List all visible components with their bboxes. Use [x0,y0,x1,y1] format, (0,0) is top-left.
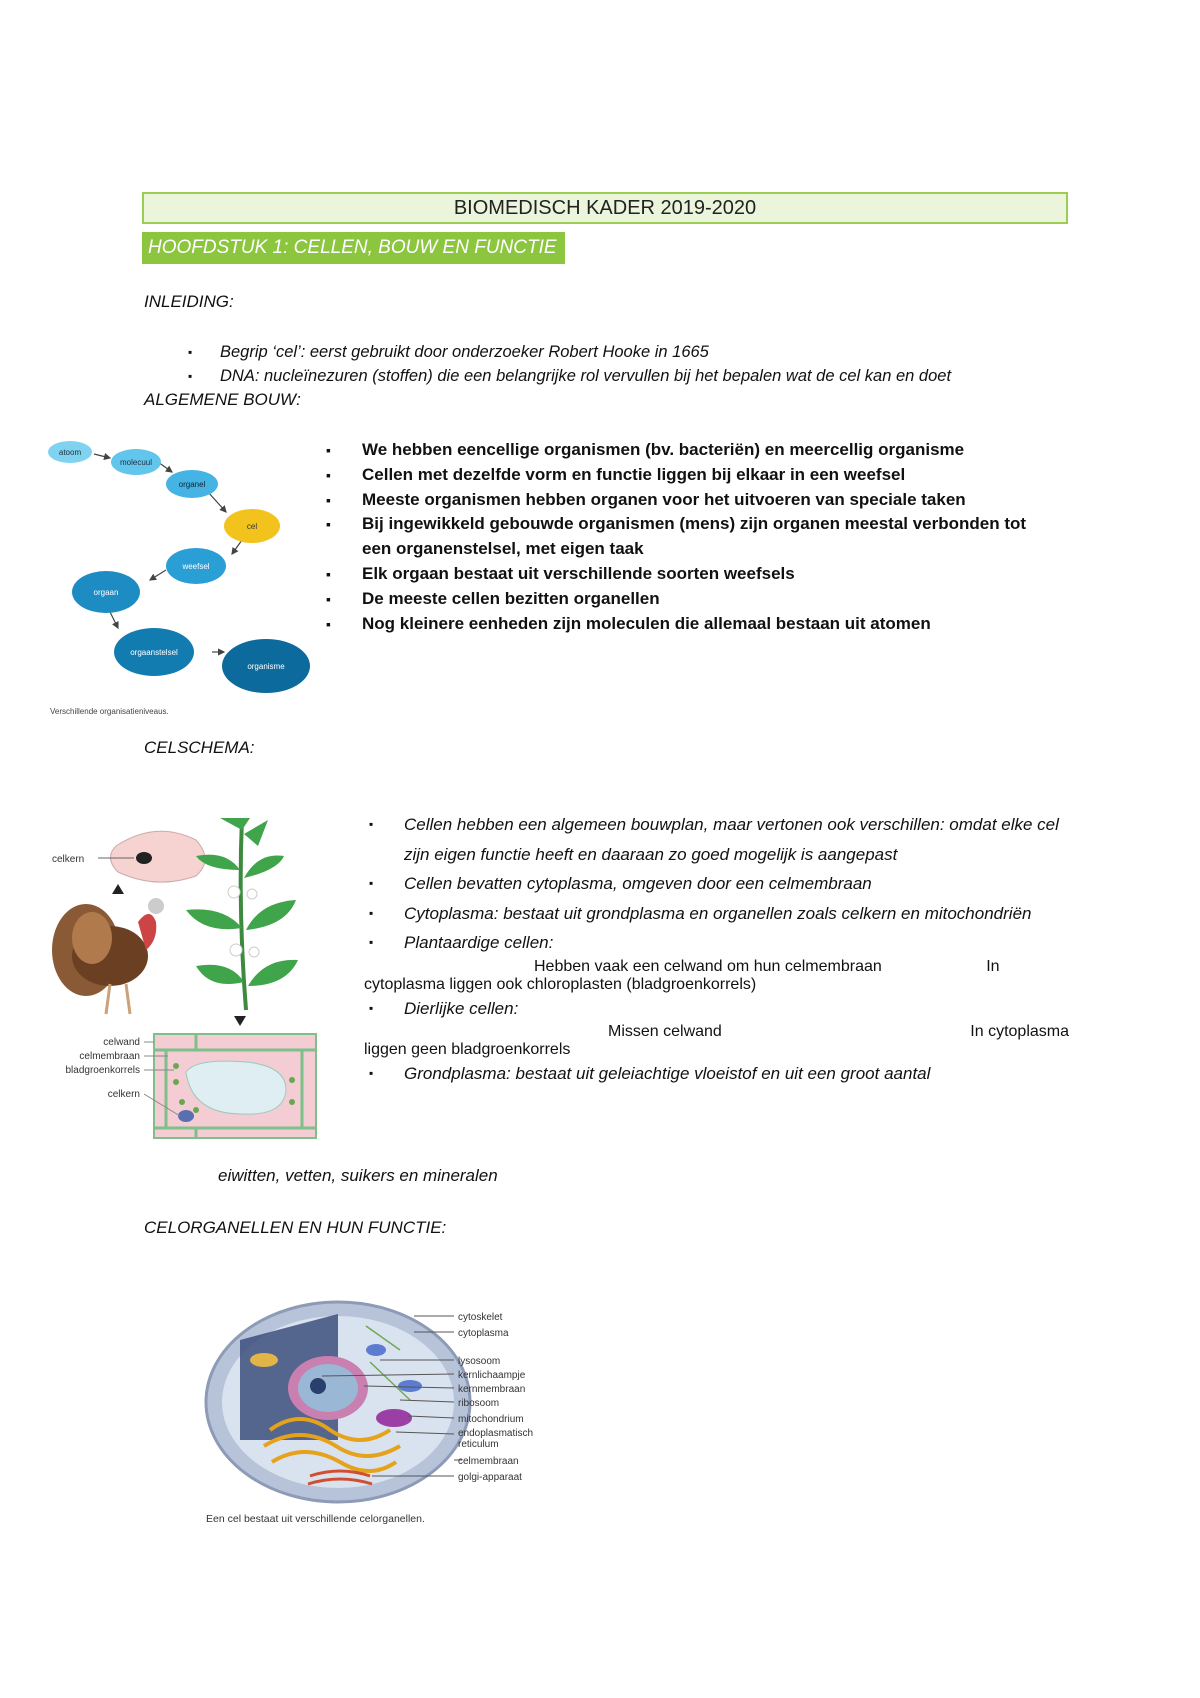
celschema-list-2 [364,994,1084,1024]
celschema-section [364,810,1084,1089]
cell-organelles-figure [200,1290,620,1530]
list-item: ▪ Cellen met dezelfde vorm en functie liggen bij elkaar in een weefsel [322,463,1052,488]
plant-sub-1: Hebben vaak een celwand om hun celmembraan [534,957,882,975]
lysosome [366,1344,386,1356]
diagram-label-molecuul: molecuul [119,458,153,467]
organelle-label-endoplasmatisch: endoplasmatisch [458,1428,534,1439]
plant-cell-grid [154,1034,316,1138]
dier-sub-2: In cytoplasma liggen geen bladgroenkorrels [364,1023,1069,1058]
lysosome-2 [398,1380,422,1392]
organelle-label-reticulum: reticulum [458,1439,499,1450]
list-item: ▪ DNA: nucleïnezuren (stoffen) die een belangrijke rol vervullen bij het bepalen wat de cel kan en doet [144,364,1124,388]
inleiding-heading: INLEIDING: [144,292,234,311]
list-item: ▪ Elk orgaan bestaat uit verschillende soorten weefsels [322,562,1052,587]
list-item: ▪ Meeste organismen hebben organen voor het uitvoeren van speciale taken [322,488,1052,513]
algemene-bouw-list [322,438,1052,636]
figure-label-celmembraan: celmembraan [79,1051,140,1062]
mitochondrion-2 [250,1353,278,1367]
celschema-list-3 [364,1059,1084,1089]
list-item: ▪ Dierlijke cellen: [364,994,1084,1024]
figure-caption: Een cel bestaat uit verschillende celorganellen. [206,1513,425,1525]
diagram-label-orgaan: orgaan [93,588,119,597]
list-item: ▪ Plantaardige cellen: [364,928,1084,958]
figure-label-bladgroenkorrels: bladgroenkorrels [65,1065,140,1076]
document-title: BIOMEDISCH KADER 2019-2020 [142,192,1068,224]
organelle-label-cytoskelet: cytoskelet [458,1312,503,1323]
inleiding-list [144,340,1124,388]
list-item: ▪ Bij ingewikkeld gebouwde organismen (mens) zijn organen meestal verbonden tot een organenstelsel, met eigen taak [322,512,1052,562]
list-item: ▪ We hebben eencellige organismen (bv. bacteriën) en meercellig organisme [322,438,1052,463]
diagram-label-organisme: organisme [247,662,285,671]
celschema-heading: CELSCHEMA: [144,738,255,757]
list-item: ▪ Cellen bevatten cytoplasma, omgeven door een celmembraan [364,869,1084,899]
diagram-label-organel: organel [178,480,206,489]
list-item: ▪ Cellen hebben een algemeen bouwplan, maar vertonen ook verschillen: omdat elke cel zijn eigen functie heeft en daaraan zo goed mogelijk is aangepast [364,810,1084,869]
organelle-label-golgi: golgi-apparaat [458,1472,522,1483]
list-item: ▪ Begrip ‘cel’: eerst gebruikt door onderzoeker Robert Hooke in 1665 [144,340,1124,364]
figure-label-celwand: celwand [103,1037,140,1048]
plant-animal-cell-figure [46,810,322,1140]
organelle-label-lysosoom: lysosoom [458,1356,501,1367]
organelle-label-kernlichaampje: kernlichaampje [458,1370,526,1381]
figure-label-celkern-bottom: celkern [107,1089,140,1100]
organelle-label-mitochondrium: mitochondrium [458,1414,524,1425]
list-item: ▪ Cytoplasma: bestaat uit grondplasma en organellen zoals celkern en mitochondriën [364,899,1084,929]
organelle-label-kernmembraan: kernmembraan [458,1384,526,1395]
plant-cell-nucleus [178,1110,194,1122]
dier-sub-1: Missen celwand [608,1023,722,1040]
diagram-label-orgaanstelsel: orgaanstelsel [130,648,178,657]
nucleus [298,1364,358,1412]
grondplasma-continuation: eiwitten, vetten, suikers en mineralen [218,1166,498,1185]
celschema-list [364,810,1084,958]
plant-sub-2: In cytoplasma liggen ook chloroplasten (bladgroenkorrels) [364,957,1000,993]
organelle-label-ribosoom: ribosoom [458,1398,500,1409]
algemene-bouw-heading: ALGEMENE BOUW: [144,390,301,409]
figure-label-celkern: celkern [52,854,85,865]
diagram-label-cel: cel [246,522,258,531]
animal-cell-nucleus [136,852,152,864]
diagram-caption: Verschillende organisatieniveaus. [50,707,169,716]
mitochondrion [376,1409,412,1427]
nucleolus [310,1378,326,1394]
chapter-heading: HOOFDSTUK 1: CELLEN, BOUW EN FUNCTIE [142,232,565,264]
organelle-label-cytoplasma: cytoplasma [458,1328,509,1339]
list-item: ▪ Grondplasma: bestaat uit geleiachtige vloeistof en uit een groot aantal [364,1059,1084,1089]
organization-levels-diagram [46,432,318,722]
organelle-label-celmembraan: celmembraan [458,1456,519,1467]
celorganellen-heading: CELORGANELLEN EN HUN FUNCTIE: [144,1218,447,1237]
diagram-label-atoom: atoom [58,448,82,457]
diagram-label-weefsel: weefsel [182,562,210,571]
turkey-illustration [52,898,164,1014]
list-item: ▪ Nog kleinere eenheden zijn moleculen die allemaal bestaan uit atomen [322,612,1052,637]
animal-cell-shape [110,831,205,882]
list-item: ▪ De meeste cellen bezitten organellen [322,587,1052,612]
